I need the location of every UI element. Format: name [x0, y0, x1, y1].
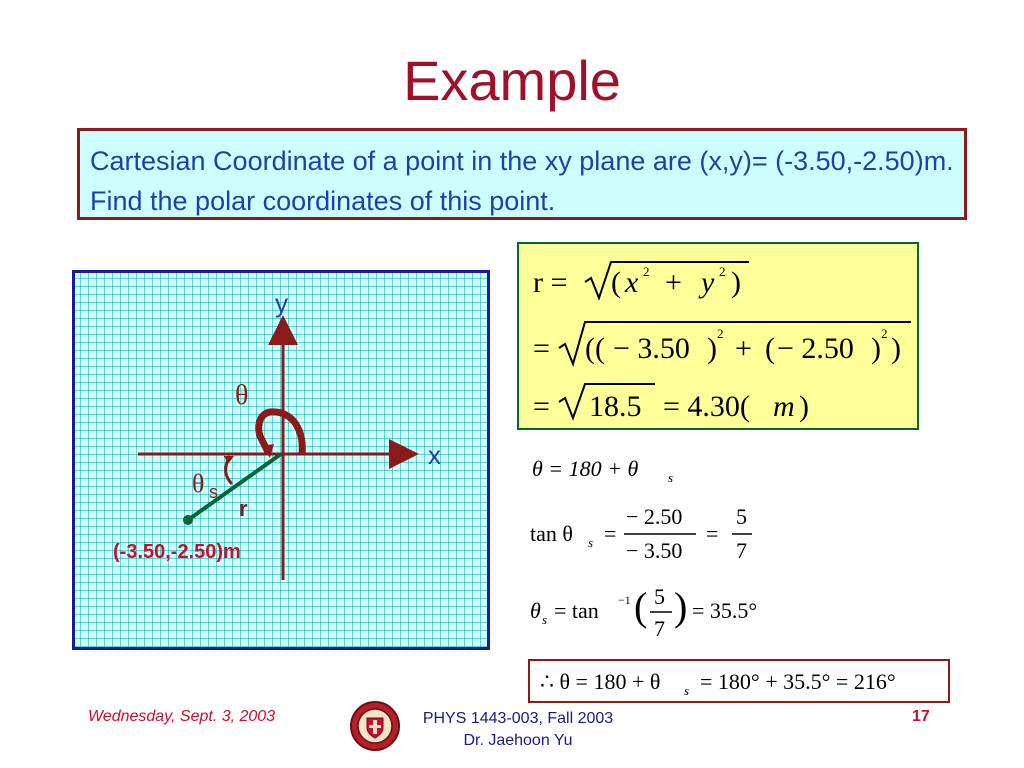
- tan-lhs: tan θ: [530, 521, 573, 546]
- point-label: (-3.50,-2.50)m: [113, 541, 241, 563]
- ts-lhs-sub: s: [542, 612, 548, 627]
- ts-den: 7: [654, 616, 665, 641]
- r1-x-sup: 2: [643, 264, 650, 279]
- problem-box: [77, 128, 967, 220]
- r1-y-sup: 2: [719, 264, 726, 279]
- answer-box: [528, 659, 950, 703]
- slide-title: Example: [403, 49, 621, 112]
- r1-close-paren: ): [731, 266, 741, 299]
- ts-open-paren: (: [634, 584, 648, 629]
- r1-lhs: r =: [533, 266, 568, 299]
- footer-course-info: [398, 708, 638, 752]
- theta-eq-line: θ = 180 + θ: [532, 456, 639, 481]
- point-marker: [183, 515, 193, 525]
- r1-y: y: [701, 266, 715, 299]
- tan-eq: =: [604, 521, 617, 546]
- tan-eq2: =: [706, 521, 719, 546]
- r3-m: m: [773, 390, 795, 423]
- r2-close-paren: ): [891, 332, 901, 365]
- theta-label: θ: [235, 380, 249, 411]
- problem-text: Cartesian Coordinate of a point in the xy plane are (x,y)= (-3.50,-2.50)m. Find the polar coordinates of this point.: [90, 146, 954, 216]
- x-axis-label: x: [428, 440, 441, 470]
- plot-svg: [72, 270, 490, 650]
- ts-lhs: θ: [530, 598, 541, 623]
- theta-eq-sub: s: [668, 470, 674, 485]
- r3-val: 18.5: [589, 390, 642, 423]
- r-equation-svg: [519, 244, 917, 428]
- theta-equations-svg: [520, 448, 810, 648]
- footer-course: PHYS 1443-003, Fall 2003: [422, 710, 614, 727]
- r2-plus: +: [735, 332, 752, 365]
- tan-num: − 2.50: [626, 504, 683, 529]
- r2-b-close: ): [871, 332, 881, 365]
- r3-eq: =: [533, 390, 550, 423]
- ts-eq: = tan: [554, 598, 599, 623]
- r2-b-sup: 2: [881, 326, 888, 341]
- r3-close: ): [799, 390, 809, 423]
- ts-num: 5: [654, 584, 665, 609]
- r1-open-paren: (: [611, 266, 621, 299]
- answer-line: ∴ θ = 180 + θ: [540, 669, 661, 694]
- r2-b-open: (: [765, 332, 775, 365]
- page-number: 17: [912, 708, 930, 725]
- r1-plus: +: [665, 266, 682, 299]
- answer-svg: [530, 661, 948, 701]
- theta-s-subscript: s: [209, 482, 218, 502]
- footer-instructor: Dr. Jaehoon Yu: [463, 732, 573, 749]
- r2-eq: =: [533, 332, 550, 365]
- theta-s-label: θ: [192, 469, 205, 498]
- ts-close-paren: ): [674, 584, 688, 629]
- answer-sub: s: [684, 683, 690, 698]
- ts-sup: −1: [618, 593, 631, 607]
- r2-a-sup: 2: [717, 326, 724, 341]
- r-label: r: [239, 496, 248, 521]
- r2-a: − 3.50: [613, 332, 690, 365]
- answer-rest: = 180° + 35.5° = 216°: [700, 669, 896, 694]
- y-axis-label: y: [275, 288, 288, 318]
- coordinate-plot: [72, 270, 490, 650]
- grid-lines: [75, 273, 487, 647]
- r-equation-box: [517, 242, 919, 430]
- tan-den2: 7: [736, 538, 747, 563]
- r1-x: x: [625, 266, 639, 299]
- tan-num2: 5: [736, 504, 747, 529]
- r3-result: = 4.30(: [663, 390, 750, 423]
- university-seal-icon: [349, 700, 401, 752]
- tan-lhs-sub: s: [588, 535, 594, 550]
- ts-result: = 35.5°: [692, 598, 758, 623]
- tan-den: − 3.50: [626, 538, 683, 563]
- r2-open-paren: ((: [585, 332, 605, 365]
- r2-a-close: ): [707, 332, 717, 365]
- r2-b: − 2.50: [777, 332, 854, 365]
- footer-date: Wednesday, Sept. 3, 2003: [88, 708, 276, 725]
